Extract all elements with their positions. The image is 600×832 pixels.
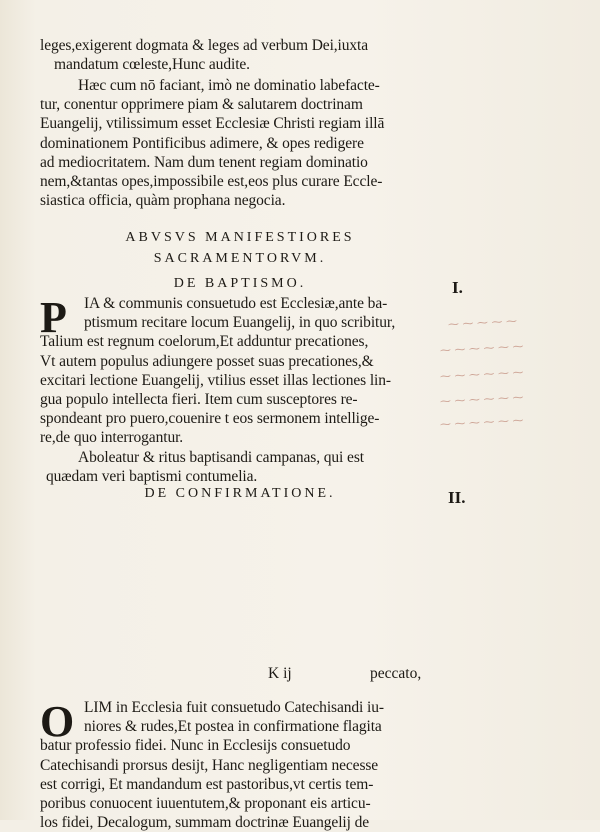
subsection-heading-baptismo xyxy=(40,274,440,293)
handwritten-marginalia: ⁓ ⁓ ⁓ ⁓ ⁓ ⁓ xyxy=(439,390,524,408)
handwritten-marginalia: ⁓ ⁓ ⁓ ⁓ ⁓ xyxy=(447,314,518,331)
text-line: siastica officia, quàm prophana negocia. xyxy=(40,192,286,210)
handwritten-marginalia: ⁓ ⁓ ⁓ ⁓ ⁓ ⁓ xyxy=(439,339,524,357)
handwritten-marginalia: ⁓ ⁓ ⁓ ⁓ ⁓ ⁓ xyxy=(439,365,524,383)
text-line: est corrigi, Et mandandum est pastoribus,vt certis tem- xyxy=(40,775,374,793)
marginal-number-2: II. xyxy=(448,488,466,507)
text-line: tur, conentur opprimere piam & salutarem doctrinam xyxy=(40,96,363,114)
signature-mark: K ij xyxy=(268,665,292,682)
heading-line: SACRAMENTORVM. xyxy=(153,251,327,267)
heading-line: DE CONFIRMATIONE. xyxy=(144,486,336,501)
handwritten-marginalia: ⁓ ⁓ ⁓ ⁓ ⁓ ⁓ xyxy=(439,413,524,431)
drop-cap: O xyxy=(40,697,75,747)
text-block-paragraph xyxy=(40,76,440,210)
heading-line: ABVSVS MANIFESTIORES xyxy=(125,230,355,245)
text-line: gua populo intellecta fieri. Item cum susceptores re- xyxy=(40,391,358,409)
text-line: quædam veri baptismi contumelia. xyxy=(46,467,258,485)
text-line: LIM in Ecclesia fuit consuetudo Catechisandi iu- xyxy=(84,699,384,717)
subsection-heading-confirmatione xyxy=(40,484,440,503)
text-line: Catechisandi prorsus desijt, Hanc negligentiam necesse xyxy=(40,756,379,774)
text-line: Talium est regnum coelorum,Et adduntur precationes, xyxy=(40,333,369,351)
paragraph-confirmatione xyxy=(40,698,440,832)
section-heading xyxy=(40,228,440,268)
text-line: Vt autem populus adiungere posset suas precationes,& xyxy=(40,352,374,370)
text-line: excitari lectione Euangelij, vtilius esset illas lectiones lin- xyxy=(40,371,391,389)
text-line: ad mediocritatem. Nam dum tenent regiam dominatio xyxy=(40,153,368,171)
text-line: spondeant pro puero,couenire t eos sermonem intellige- xyxy=(40,410,380,428)
catchword: peccato, xyxy=(370,665,422,682)
text-line: ptismum recitare locum Euangelij, in quo scribitur, xyxy=(84,314,396,332)
text-line: dominationem Pontificibus adimere, & opes redigere xyxy=(40,134,364,152)
text-line: mandatum cœleste,Hunc audite. xyxy=(54,56,250,74)
drop-cap: P xyxy=(40,293,67,342)
text-line: los fidei, Decalogum, summam doctrinæ Euangelij de xyxy=(40,814,370,832)
paragraph-baptismo xyxy=(40,294,440,486)
marginal-number-1: I. xyxy=(452,278,463,297)
text-line: IA & communis consuetudo est Ecclesiæ,ante ba- xyxy=(84,295,388,312)
heading-line: DE BAPTISMO. xyxy=(173,276,307,291)
text-line: batur professio fidei. Nunc in Ecclesijs consuetudo xyxy=(40,737,351,755)
text-line: Hæc cum nō faciant, imò ne dominatio labefacte- xyxy=(78,77,380,94)
text-line: Euangelij, vtilissimum esset Ecclesiæ Christi regiam illā xyxy=(40,115,385,133)
text-line: re,de quo interrogantur. xyxy=(40,429,184,447)
text-line: Aboleatur & ritus baptisandi campanas, qui est xyxy=(78,448,364,466)
text-block-continuation xyxy=(40,36,440,74)
text-line: nem,&tantas opes,impossibile est,eos plus curare Eccle- xyxy=(40,173,383,191)
text-line: poribus conuocent iuuentutem,& proponant eis articu- xyxy=(40,795,371,813)
text-line: leges,exigerent dogmata & leges ad verbum Dei,iuxta xyxy=(40,37,369,54)
text-line: niores & rudes,Et postea in confirmatione flagita xyxy=(84,718,382,736)
